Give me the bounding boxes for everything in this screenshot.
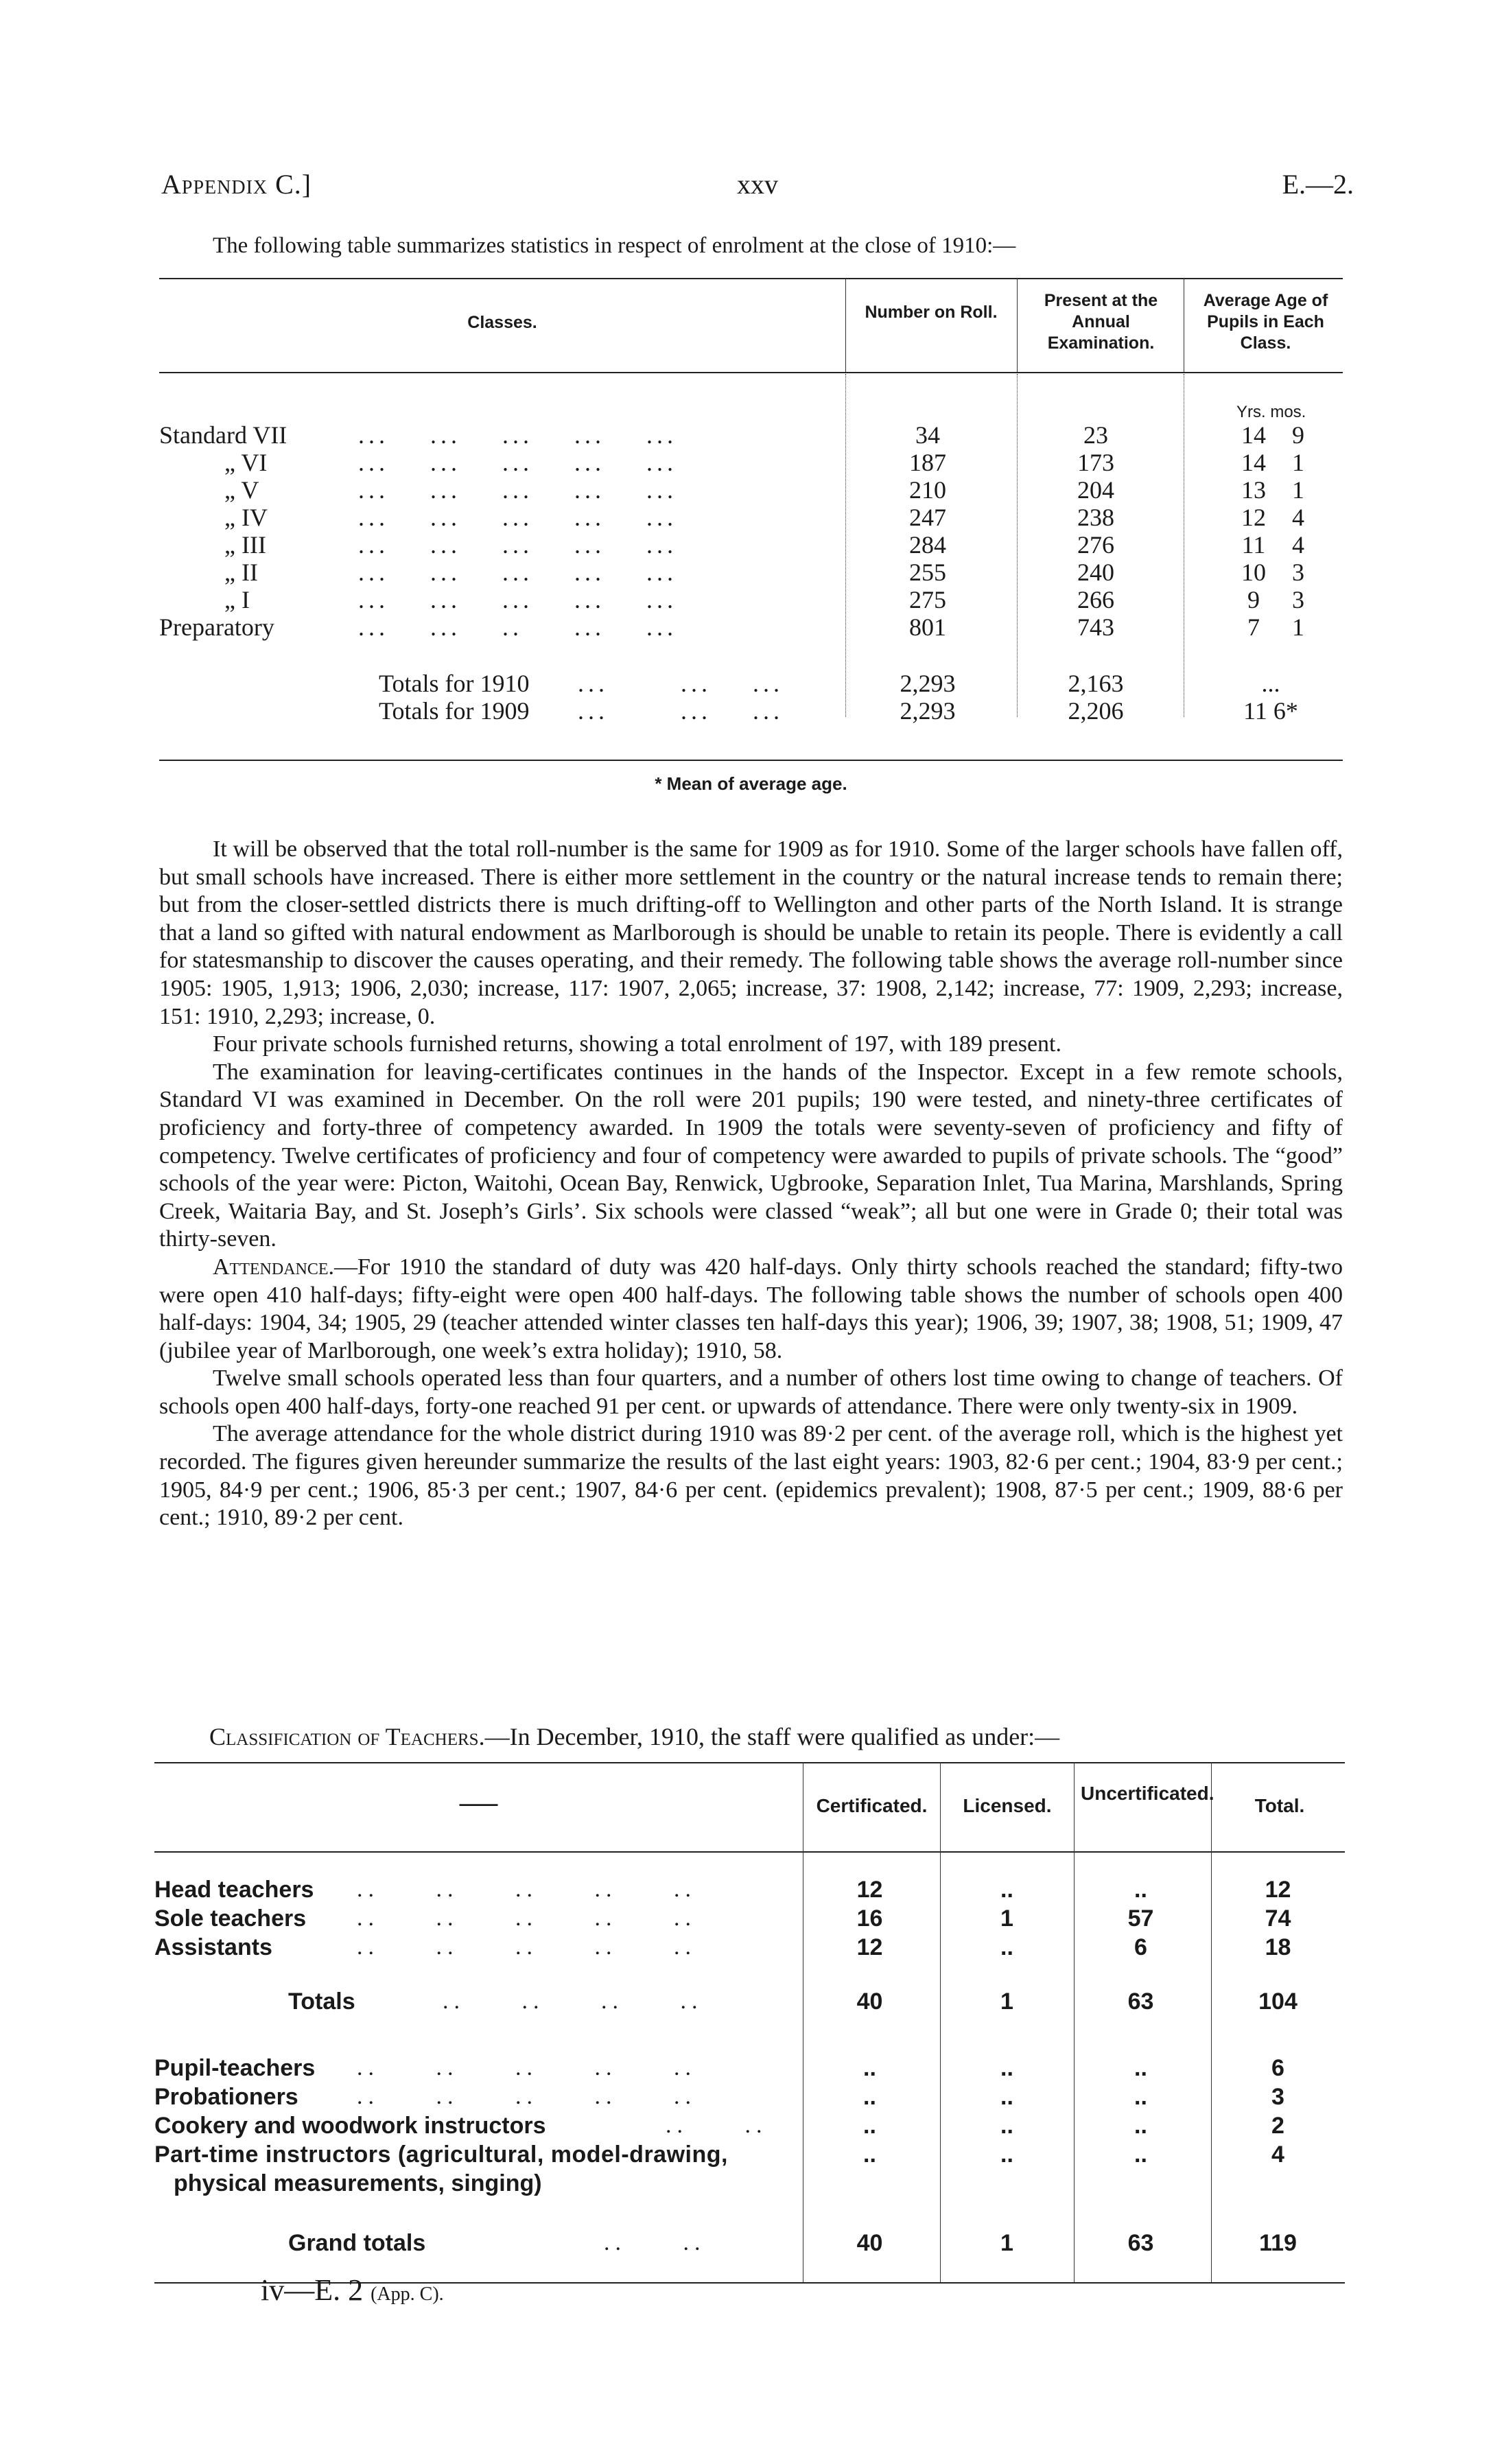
table-divider xyxy=(1211,1762,1212,2282)
header-licensed: Licensed. xyxy=(963,1795,1052,1816)
table-row xyxy=(154,2113,1345,2142)
page-header xyxy=(161,168,1354,209)
age-years: 14 xyxy=(1241,421,1266,449)
total-value: 74 xyxy=(1265,1905,1291,1932)
row-label: Cookery and woodwork instructors xyxy=(154,2113,546,2139)
present-value: 173 xyxy=(1077,449,1114,476)
leader-dots: ... ... ... xyxy=(578,670,784,697)
table-rule-top xyxy=(159,278,1343,279)
table-divider xyxy=(845,278,846,372)
total-value: 2 xyxy=(1271,2113,1284,2139)
paragraph-private-schools: Four private schools furnished returns, showing a total enrolment of 197, with 189 present. xyxy=(213,1031,1061,1057)
footer-signature: iv—E. 2 xyxy=(261,2273,364,2307)
header-number-on-roll: Number on Roll. xyxy=(865,303,998,322)
leader-dots: ... ... ... ... ... xyxy=(358,586,677,613)
leader-dots: ... ... ... ... ... xyxy=(358,559,677,586)
uncertificated-value: .. xyxy=(1134,2142,1147,2168)
age-months: 4 xyxy=(1292,531,1304,559)
certificated-value: 12 xyxy=(856,1877,883,1903)
paragraph-leaving-certificates: The examination for leaving-certificates continues in the hands of the Inspector. Except in a few remote schools, Standard VI was examined in December. On the roll were 201 pupils; 190 were tested, and ninety-three certificates of proficiency and forty-three of competency awarded. In 1909 the totals were seventy-seven of proficiency and fifty of competency. Twelve certificates of proficiency and four of competency were awarded to pupils of private schools. The “good” schools of the year were: Picton, Waitohi, Ocean Bay, Renwick, Ugbrooke, Separation Inlet, Tua Marina, Marshlands, Spring Creek, Waitaria Bay, and St. Joseph’s Girls’. Six schools were classed “weak”; all but one were in Grade 0; their total was thirty-seven. xyxy=(159,1059,1343,1252)
leader-dots: .. .. xyxy=(666,2113,768,2138)
roll-value: 255 xyxy=(909,559,946,586)
present-value: 743 xyxy=(1077,613,1114,641)
certificated-value: 12 xyxy=(856,1934,883,1960)
table-footnote: * Mean of average age. xyxy=(655,773,847,794)
table-rule-top xyxy=(154,1762,1345,1763)
age-years: 12 xyxy=(1241,504,1266,531)
row-label: Part-time instructors (agricultural, model-drawing, xyxy=(154,2142,728,2168)
row-label: Sole teachers xyxy=(154,1905,307,1932)
paragraph-average-attendance: The average attendance for the whole district during 1910 was 89·2 per cent. of the average roll, which is the highest yet recorded. The figures given hereunder summarize the results of the last eight years: 1903, 82·6 per cent.; 1904, 83·9 per cent.; 1905, 84·9 per cent.; 1906, 85·3 per cent.; 1907, 84·6 per cent. (epidemics prevalent); 1908, 87·5 per cent.; 1909, 88·6 per cent.; 1910, 89·2 per cent. xyxy=(159,1421,1343,1531)
age-total: 11 6* xyxy=(1243,697,1298,725)
present-value: 240 xyxy=(1077,559,1114,586)
table-row xyxy=(159,585,1343,613)
uncertificated-grand: 63 xyxy=(1127,2230,1154,2256)
licensed-value: .. xyxy=(1000,1934,1013,1960)
attendance-text: —For 1910 the standard of duty was 420 half-days. Only thirty schools reached the standard; fifty-two were open 410 half-days; fifty-eight were open 400 half-days. The following table shows the number of schools open 400 half-days: 1904, 34; 1905, 29 (teacher attended winter classes ten half-days this year); 1906, 39; 1907, 38; 1908, 51; 1909, 47 (jubilee year of Marlborough, one week’s extra holiday); 1910, 58. xyxy=(159,1254,1343,1363)
table-row xyxy=(154,1934,1345,1963)
header-appendix: Appendix C.] xyxy=(161,169,312,200)
row-label: „ VI xyxy=(224,449,268,476)
licensed-value: .. xyxy=(1000,1877,1013,1903)
header-uncertificated: Uncertificated. xyxy=(1081,1783,1214,1804)
leader-dots: .. .. .. .. .. xyxy=(357,1934,696,1960)
total-total: 104 xyxy=(1258,1988,1298,2015)
age-years: 14 xyxy=(1241,449,1266,476)
age-years: 13 xyxy=(1241,476,1266,504)
totals-label: Totals xyxy=(288,1988,355,2015)
table-row xyxy=(154,1905,1345,1934)
age-years: 7 xyxy=(1247,613,1260,641)
age-years: 10 xyxy=(1241,559,1266,586)
age-months: 1 xyxy=(1292,449,1304,476)
paragraph-attendance xyxy=(159,1254,1343,1365)
roll-value: 210 xyxy=(909,476,946,504)
roll-total: 2,293 xyxy=(900,670,956,697)
present-value: 266 xyxy=(1077,586,1114,613)
totals-row xyxy=(159,696,1343,724)
row-label: Preparatory xyxy=(159,613,274,641)
uncertificated-value: .. xyxy=(1134,1877,1147,1903)
leader-dots: .. .. xyxy=(604,2230,706,2255)
licensed-value: .. xyxy=(1000,2084,1013,2110)
leader-dots: .. .. .. .. .. xyxy=(357,2055,696,2080)
row-label-continuation: physical measurements, singing) xyxy=(174,2170,542,2196)
uncertificated-value: 57 xyxy=(1127,1905,1154,1932)
report-body xyxy=(159,836,1343,1532)
classification-intro xyxy=(209,1722,1059,1751)
age-months: 3 xyxy=(1292,586,1304,613)
age-months: 3 xyxy=(1292,559,1304,586)
leader-dots: .. .. .. .. .. xyxy=(357,1905,696,1931)
total-value: 4 xyxy=(1271,2142,1284,2168)
uncertificated-value: .. xyxy=(1134,2084,1147,2110)
leader-dots: .. .. .. .. xyxy=(443,1988,703,2014)
classification-text: —In December, 1910, the staff were qualified as under:— xyxy=(484,1723,1060,1750)
certificated-value: .. xyxy=(863,2142,876,2168)
licensed-value: .. xyxy=(1000,2055,1013,2081)
page-footer xyxy=(261,2273,444,2308)
table-row xyxy=(159,613,1343,640)
header-page-number: xxv xyxy=(737,169,778,200)
total-value: 18 xyxy=(1265,1934,1291,1960)
roll-total: 2,293 xyxy=(900,697,956,725)
present-value: 204 xyxy=(1077,476,1114,504)
roll-value: 801 xyxy=(909,613,946,641)
row-label: Probationers xyxy=(154,2084,298,2110)
row-label: Head teachers xyxy=(154,1877,314,1903)
paragraph-small-schools: Twelve small schools operated less than four quarters, and a number of others lost time owing to change of teachers. Of schools open 400 half-days, forty-one reached 91 per cent. or upwards of attendance. There were only twenty-six in 1909. xyxy=(159,1365,1343,1419)
row-label: „ IV xyxy=(224,504,268,531)
roll-value: 34 xyxy=(915,421,940,449)
age-months: 1 xyxy=(1292,613,1304,641)
table-row xyxy=(159,530,1343,558)
header-average-age: Average Age of Pupils in Each Class. xyxy=(1203,291,1328,353)
roll-value: 284 xyxy=(909,531,946,559)
totals-row xyxy=(159,669,1343,696)
enrolment-intro: The following table summarizes statistics in respect of enrolment at the close of 1910:— xyxy=(213,233,1016,258)
table-divider xyxy=(1074,1762,1075,2282)
leader-dots: ... ... .. ... ... xyxy=(358,613,677,641)
totals-row xyxy=(154,1988,1345,2017)
age-years: 11 xyxy=(1241,531,1266,559)
certificated-value: .. xyxy=(863,2084,876,2110)
present-total: 2,163 xyxy=(1068,670,1124,697)
header-blank: —— xyxy=(459,1793,498,1814)
table-rule-header xyxy=(154,1851,1345,1853)
table-row xyxy=(159,421,1343,448)
present-value: 276 xyxy=(1077,531,1114,559)
leader-dots: ... ... ... xyxy=(578,697,784,725)
footer-appendix: (App. C). xyxy=(371,2284,444,2305)
table-row-continuation xyxy=(154,2170,1345,2199)
certificated-grand: 40 xyxy=(856,2230,883,2256)
teachers-table xyxy=(154,1762,1345,2290)
table-row xyxy=(154,2084,1345,2113)
licensed-total: 1 xyxy=(1000,1988,1013,2015)
total-value: 6 xyxy=(1271,2055,1284,2081)
row-label: Pupil-teachers xyxy=(154,2055,316,2081)
leader-dots: ... ... ... ... ... xyxy=(358,421,677,449)
age-months: 4 xyxy=(1292,504,1304,531)
licensed-value: .. xyxy=(1000,2142,1013,2168)
licensed-value: 1 xyxy=(1000,1905,1013,1932)
table-rule-bottom xyxy=(159,760,1343,761)
table-row xyxy=(159,448,1343,476)
row-label: „ II xyxy=(224,559,258,586)
licensed-grand: 1 xyxy=(1000,2230,1013,2256)
uncertificated-total: 63 xyxy=(1127,1988,1154,2015)
table-row xyxy=(159,558,1343,585)
header-present: Present at the Annual Examination. xyxy=(1044,291,1158,353)
table-row xyxy=(154,2142,1345,2170)
grand-totals-row xyxy=(154,2230,1345,2259)
licensed-value: .. xyxy=(1000,2113,1013,2139)
paragraph-roll-number: It will be observed that the total roll-number is the same for 1909 as for 1910. Some of the larger schools have fallen off, but small schools have increased. There is either more settlement in the country or the natural increase tends to remain there; but from the closer-settled districts there is much drifting-off to Wellington and other parts of the North Island. It is strange that a land so gifted with natural endowment as Marlborough is should be unable to retain its people. There is evidently a call for statesmanship to discover the causes operating, and their remedy. The following table shows the average roll-number since 1905: 1905, 1,913; 1906, 2,030; increase, 117: 1907, 2,065; increase, 37: 1908, 2,142; increase, 77: 1909, 2,293; increase, 151: 1910, 2,293; increase, 0. xyxy=(159,836,1343,1029)
header-classes: Classes. xyxy=(467,313,537,332)
attendance-heading: Attendance. xyxy=(213,1254,335,1280)
roll-value: 247 xyxy=(909,504,946,531)
header-document-code: E.—2. xyxy=(1282,169,1354,200)
certificated-total: 40 xyxy=(856,1988,883,2015)
table-row xyxy=(159,503,1343,530)
table-row xyxy=(154,1877,1345,1905)
roll-value: 187 xyxy=(909,449,946,476)
table-divider xyxy=(940,1762,941,2282)
age-months: 1 xyxy=(1292,476,1304,504)
leader-dots: ... ... ... ... ... xyxy=(358,504,677,531)
table-divider xyxy=(1017,278,1018,372)
row-label: Assistants xyxy=(154,1934,272,1960)
header-certificated: Certificated. xyxy=(816,1795,928,1816)
total-value: 3 xyxy=(1271,2084,1284,2110)
leader-dots: ... ... ... ... ... xyxy=(358,476,677,504)
table-row xyxy=(159,476,1343,503)
grand-totals-label: Grand totals xyxy=(288,2230,426,2256)
uncertificated-value: .. xyxy=(1134,2055,1147,2081)
roll-value: 275 xyxy=(909,586,946,613)
totals-label: Totals for 1910 xyxy=(379,670,530,697)
uncertificated-value: 6 xyxy=(1134,1934,1147,1960)
totals-label: Totals for 1909 xyxy=(379,697,530,725)
certificated-value: .. xyxy=(863,2113,876,2139)
leader-dots: .. .. .. .. .. xyxy=(357,2084,696,2109)
classification-heading: Classification of Teachers. xyxy=(209,1723,485,1750)
present-value: 238 xyxy=(1077,504,1114,531)
age-months: 9 xyxy=(1292,421,1304,449)
present-value: 23 xyxy=(1083,421,1108,449)
leader-dots: ... ... ... ... ... xyxy=(358,531,677,559)
enrolment-table xyxy=(159,278,1343,794)
uncertificated-value: .. xyxy=(1134,2113,1147,2139)
row-label: „ V xyxy=(224,476,259,504)
row-label: „ I xyxy=(224,586,250,613)
total-value: 12 xyxy=(1265,1877,1291,1903)
leader-dots: .. .. .. .. .. xyxy=(357,1877,696,1902)
certificated-value: .. xyxy=(863,2055,876,2081)
total-grand: 119 xyxy=(1259,2230,1297,2256)
row-label: „ III xyxy=(224,531,266,559)
table-row xyxy=(154,2055,1345,2084)
age-years: 9 xyxy=(1247,586,1260,613)
leader-dots: ... ... ... ... ... xyxy=(358,449,677,476)
age-units: Yrs. mos. xyxy=(1236,403,1306,421)
table-rule-header xyxy=(159,372,1343,373)
header-total: Total. xyxy=(1254,1795,1305,1816)
certificated-value: 16 xyxy=(856,1905,883,1932)
row-label: Standard VII xyxy=(159,421,287,449)
age-total: ... xyxy=(1261,670,1280,697)
present-total: 2,206 xyxy=(1068,697,1124,725)
